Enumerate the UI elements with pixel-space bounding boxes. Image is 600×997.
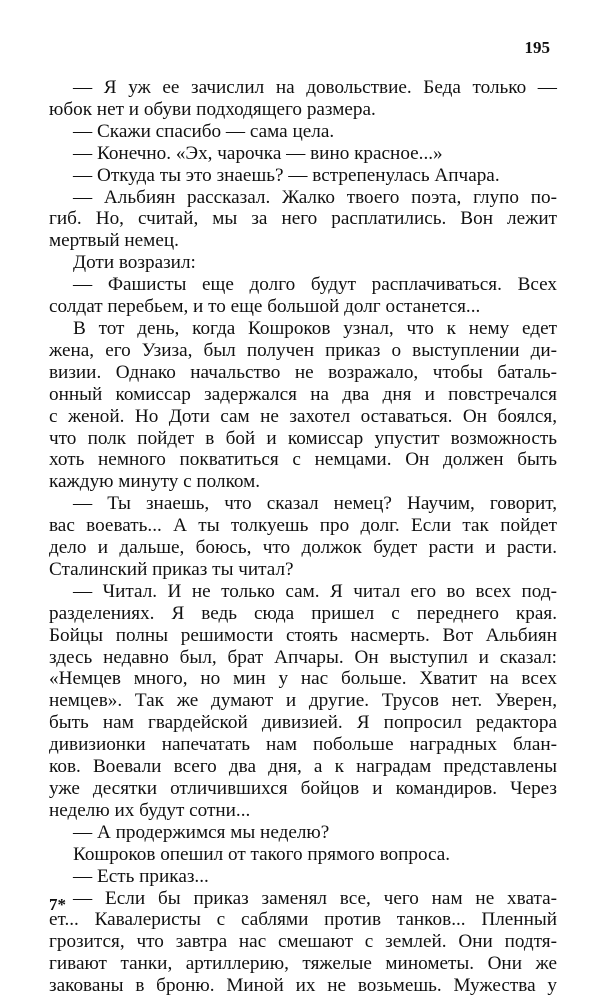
text-line: солдат перебьем, и то еще большой долг останется... <box>49 296 481 318</box>
text-line: — Читал. И не только сам. Я читал его во всех под- <box>73 580 557 602</box>
text-line: грозится, что завтра нас смешают с землей. Они подтя- <box>49 931 557 953</box>
signature-mark: 7* <box>49 895 66 914</box>
text-line: Сталинский приказ ты читал? <box>49 558 294 580</box>
text-line: — А продержимся мы неделю? <box>73 821 330 843</box>
text-line: — Откуда ты это знаешь? — встрепенулась Апчара. <box>73 164 500 186</box>
text-line: ков. Воевали всего два дня, а к наградам представлены <box>49 756 557 778</box>
text-line: гиб. Но, считай, мы за него расплатились. Вон лежит <box>49 208 557 230</box>
text-line: что полк пойдет в бой и комиссар упустит возможность <box>49 427 557 449</box>
text-line: Бойцы полны решимости стоять насмерть. Вот Альбиян <box>49 624 557 646</box>
text-line: визии. Однако начальство не возражало, чтобы баталь- <box>49 361 557 383</box>
text-line: разделениях. Я ведь сюда пришел с переднего края. <box>49 602 557 624</box>
text-line: — Я уж ее зачислил на довольствие. Беда только — <box>73 77 557 98</box>
text-line: дивизионки напечатать нам побольше наградных блан- <box>49 734 557 756</box>
text-line: — Есть приказ... <box>73 865 209 887</box>
text-line: — Если бы приказ заменял все, чего нам не хвата- <box>73 887 557 909</box>
text-line: «Немцев много, но мин у нас больше. Хватит на всех <box>49 668 557 690</box>
text-line: Кошроков опешил от такого прямого вопроса. <box>73 843 451 865</box>
text-line: — Фашисты еще долго будут расплачиваться. Всех <box>73 274 557 296</box>
text-line: жена, его Узиза, был получен приказ о выступлении ди- <box>49 339 557 361</box>
text-line: хоть немного покватиться с немцами. Он должен быть <box>49 449 557 471</box>
text-line: гивают танки, артиллерию, тяжелые минометы. Они же <box>49 953 557 975</box>
text-line: каждую минуту с полком. <box>49 471 261 493</box>
text-line: с женой. Но Доти сам не захотел оставаться. Он боялся, <box>49 405 557 427</box>
text-line: онный комиссар задержался на два дня и повстречался <box>49 383 557 405</box>
text-line: быть нам гвардейской дивизией. Я попросил редактора <box>49 712 557 734</box>
text-line: мертвый немец. <box>49 230 179 252</box>
page-number: 195 <box>524 38 550 57</box>
text-line: Доти возразил: <box>73 252 196 274</box>
text-line: — Альбиян рассказал. Жалко твоего поэта, глупо по- <box>73 186 557 208</box>
text-line: неделю их будут сотни... <box>49 799 251 821</box>
text-line: — Скажи спасибо — сама цела. <box>73 120 335 142</box>
text-body <box>49 77 557 997</box>
text-line: вас воевать... А ты толкуешь про долг. Если так пойдет <box>49 515 557 537</box>
text-line: — Конечно. «Эх, чарочка — вино красное...» <box>73 142 443 164</box>
text-line: немцев». Так же думают и другие. Трусов нет. Уверен, <box>49 690 557 712</box>
text-line: здесь недавно был, брат Апчары. Он выступил и сказал: <box>49 646 557 668</box>
text-line: дело и дальше, боюсь, что должок будет расти и расти. <box>49 537 557 559</box>
text-line: В тот день, когда Кошроков узнал, что к нему едет <box>73 317 557 339</box>
text-line: юбок нет и обуви подходящего размера. <box>49 98 376 120</box>
text-line: — Ты знаешь, что сказал немец? Научим, говорит, <box>73 493 557 515</box>
text-line: ет... Кавалеристы с саблями против танков... Пленный <box>49 909 557 931</box>
text-line: закованы в броню. Миной их не возьмешь. Мужества у <box>49 975 557 997</box>
text-line: уже десятки отличившихся бойцов и командиров. Через <box>49 778 557 799</box>
